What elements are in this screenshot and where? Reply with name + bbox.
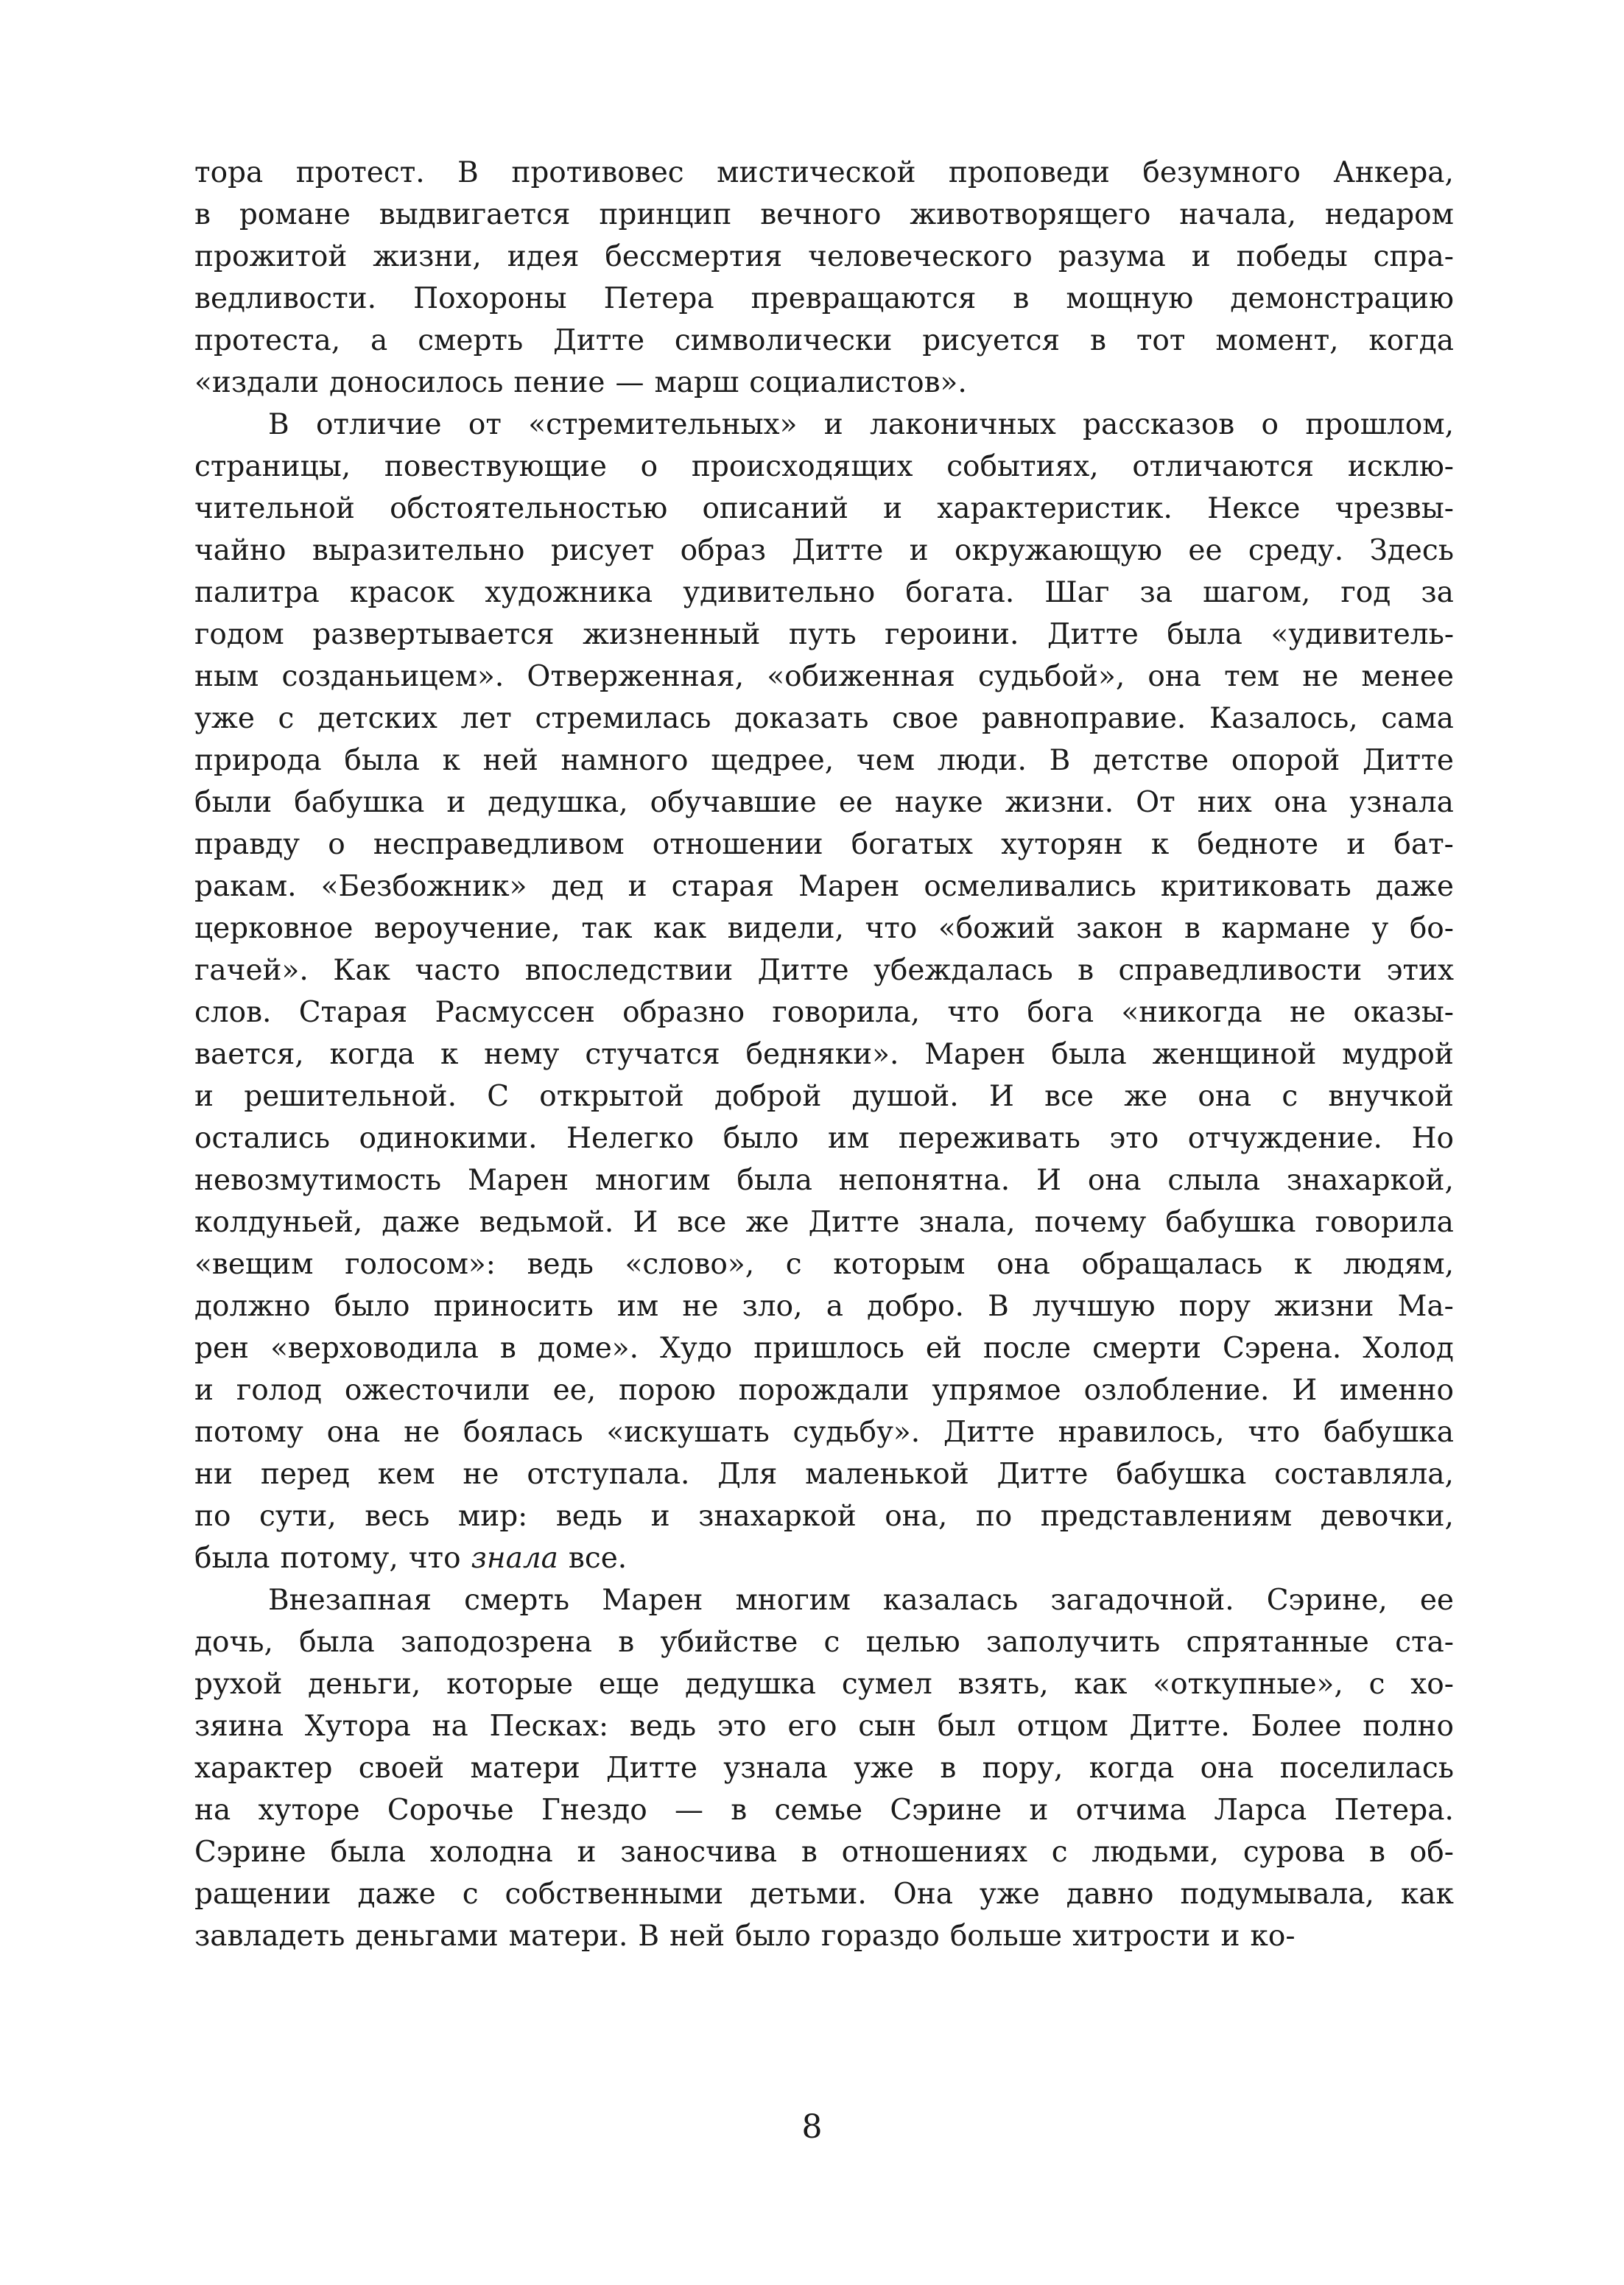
text-line: ни перед кем не отступала. Для маленькой Дитте бабушка составляла, xyxy=(194,1458,1454,1491)
text-line: ращении даже с собственными детьми. Она уже давно подумывала, как xyxy=(194,1878,1454,1911)
text-line: правду о несправедливом отношении богатых хуторян к бедноте и бат- xyxy=(194,828,1454,861)
text-line: должно было приносить им не зло, а добро. В лучшую пору жизни Ма- xyxy=(194,1290,1454,1323)
paragraph xyxy=(194,152,1454,404)
text-line: чительной обстоятельностью описаний и характеристик. Нексе чрезвы- xyxy=(194,492,1454,525)
document-body xyxy=(194,152,1454,1957)
text-line: рухой деньги, которые еще дедушка сумел взять, как «откупные», с хо- xyxy=(194,1668,1454,1701)
text-line: и голод ожесточили ее, порою порождали упрямое озлобление. И именно xyxy=(194,1374,1454,1407)
text-line: чайно выразительно рисует образ Дитте и окружающую ее среду. Здесь xyxy=(194,534,1454,567)
text-line: невозмутимость Марен многим была непонятна. И она слыла знахаркой, xyxy=(194,1164,1454,1197)
text-line: колдуньей, даже ведьмой. И все же Дитте знала, почему бабушка говорила xyxy=(194,1206,1454,1239)
text-line: завладеть деньгами матери. В ней было гораздо больше хитрости и ко- xyxy=(194,1920,1296,1953)
text-line: были бабушка и дедушка, обучавшие ее науке жизни. От них она узнала xyxy=(194,786,1454,819)
text-line: характер своей матери Дитте узнала уже в пору, когда она поселилась xyxy=(194,1752,1454,1785)
text-line: дочь, была заподозрена в убийстве с целью заполучить спрятанные ста- xyxy=(194,1626,1454,1659)
text-line: ным созданьицем». Отверженная, «обиженная судьбой», она тем не менее xyxy=(194,660,1454,693)
text-line: В отличие от «стремительных» и лаконичных рассказов о прошлом, xyxy=(268,408,1454,441)
text-line: Внезапная смерть Марен многим казалась загадочной. Сэрине, ее xyxy=(268,1584,1454,1617)
text-line: по сути, весь мир: ведь и знахаркой она, по представлениям девочки, xyxy=(194,1500,1454,1533)
paragraph xyxy=(194,1579,1454,1957)
text-line: ведливости. Похороны Петера превращаются в мощную демонстрацию xyxy=(194,282,1454,315)
text-line: потому она не боялась «искушать судьбу». Дитте нравилось, что бабушка xyxy=(194,1416,1454,1449)
paragraph xyxy=(194,404,1454,1579)
text-line: зяина Хутора на Песках: ведь это его сын был отцом Дитте. Более полно xyxy=(194,1710,1454,1743)
page-number: 8 xyxy=(801,2108,823,2146)
text-line: остались одинокими. Нелегко было им переживать это отчуждение. Но xyxy=(194,1122,1454,1155)
text-line: на хуторе Сорочье Гнездо — в семье Сэрине и отчима Ларса Петера. xyxy=(194,1794,1454,1827)
text-line: была потому, что знала все. xyxy=(194,1542,628,1575)
text-line: тора протест. В противовес мистической проповеди безумного Анкера, xyxy=(194,156,1454,189)
text-line: протеста, а смерть Дитте символически рисуется в тот момент, когда xyxy=(194,324,1454,357)
text-line: гачей». Как часто впоследствии Дитте убеждалась в справедливости этих xyxy=(194,954,1454,987)
text-line: уже с детских лет стремилась доказать свое равноправие. Казалось, сама xyxy=(194,702,1454,735)
text-line: Сэрине была холодна и заносчива в отношениях с людьми, сурова в об- xyxy=(194,1836,1454,1869)
text-line: природа была к ней намного щедрее, чем люди. В детстве опорой Дитте xyxy=(194,744,1454,777)
text-line: страницы, повествующие о происходящих событиях, отличаются исклю- xyxy=(194,450,1454,483)
text-line: «издали доносилось пение — марш социалистов». xyxy=(194,366,967,399)
text-line: церковное вероучение, так как видели, что «божий закон в кармане у бо- xyxy=(194,912,1454,945)
text-line: «вещим голосом»: ведь «слово», с которым она обращалась к людям, xyxy=(194,1248,1454,1281)
text-line: вается, когда к нему стучатся бедняки». Марен была женщиной мудрой xyxy=(194,1038,1454,1071)
text-line: палитра красок художника удивительно богата. Шаг за шагом, год за xyxy=(194,576,1454,609)
text-line: и решительной. С открытой доброй душой. И все же она с внучкой xyxy=(194,1080,1454,1113)
text-line: прожитой жизни, идея бессмертия человеческого разума и победы спра- xyxy=(194,240,1454,273)
text-line: годом развертывается жизненный путь героини. Дитте была «удивитель- xyxy=(194,618,1454,651)
text-line: рен «верховодила в доме». Худо пришлось ей после смерти Сэрена. Холод xyxy=(194,1332,1454,1365)
text-line: ракам. «Безбожник» дед и старая Марен осмеливались критиковать даже xyxy=(194,870,1454,903)
text-line: в романе выдвигается принцип вечного животворящего начала, недаром xyxy=(194,198,1454,231)
text-line: слов. Старая Расмуссен образно говорила, что бога «никогда не оказы- xyxy=(194,996,1454,1029)
